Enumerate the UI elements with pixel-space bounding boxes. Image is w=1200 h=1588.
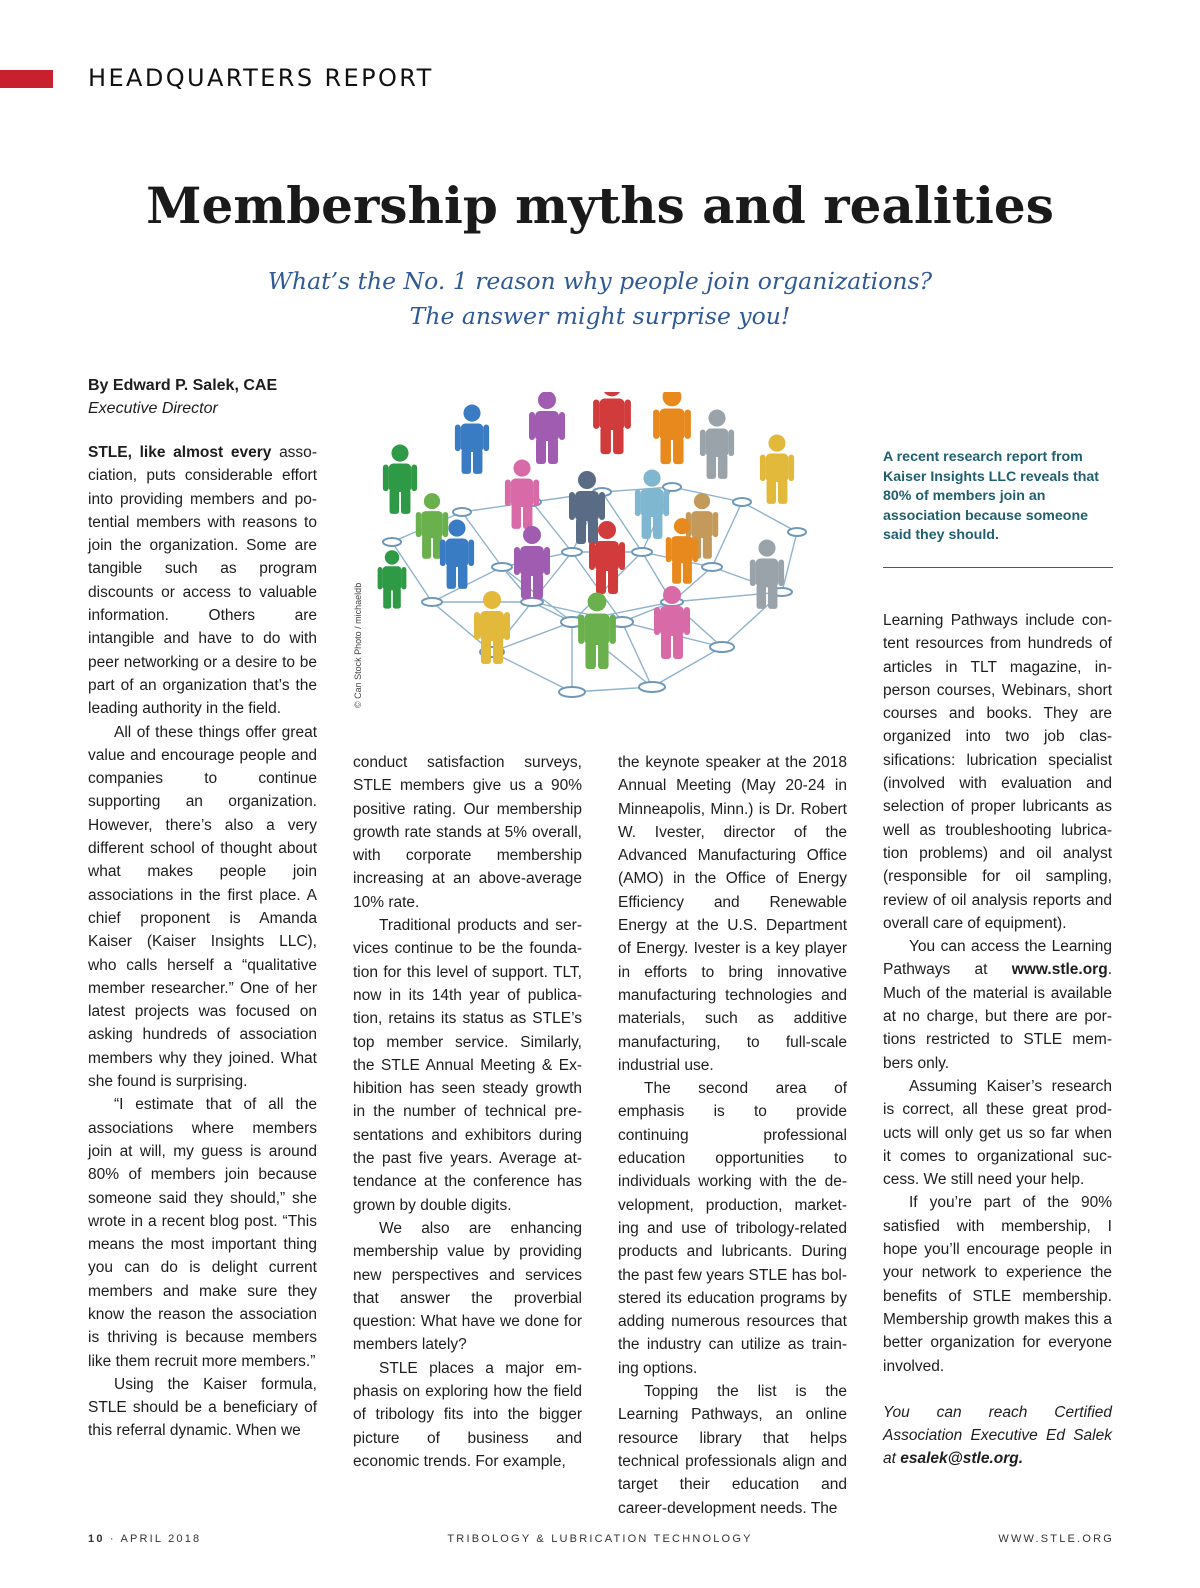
website-url[interactable]: WWW.STLE.ORG xyxy=(998,1533,1114,1545)
paragraph: Topping the list is the Learning Pathways, an online resource library that helps technical professionals align and target their education and career-development needs. The xyxy=(618,1383,847,1517)
person-figure-icon xyxy=(760,435,794,504)
text-column-3 xyxy=(618,751,847,1520)
footer-separator: · xyxy=(109,1533,116,1545)
author-title: Executive Director xyxy=(88,400,218,417)
pull-quote: A recent research report from Kaiser Insights LLC reveals that 80% of members join an association because someone said they should. xyxy=(883,449,1100,544)
person-figure-icon xyxy=(700,410,734,479)
paragraph: All of these things offer great value and encourage people and companies to continue supporting an organization. However, there’s also a very different school of thought about what makes people join associations in the first place. A chief proponent is Amanda Kaiser (Kaiser Insights LLC), who calls herself a “qualitative member researcher.” One of her latest projects was focused on asking hundreds of association members why they joined. What she found is surprising. xyxy=(88,723,317,1091)
paragraph: Using the Kaiser formula, STLE should be a beneficiary of this referral dynamic. When we xyxy=(88,1375,317,1440)
paragraph: Traditional products and services continue to be the foundation for this level of support. TLT, now in its 14th year of publication, retains its status as STLE’s top member service. Similarly, the STLE Annual Meeting & Exhibition has seen steady growth in the number of technical presentations and exhibitors during the past five years. Average attendance at the conference has grown by double digits. xyxy=(353,917,582,1214)
issue-date: APRIL 2018 xyxy=(120,1533,202,1545)
author-name: By Edward P. Salek, CAE xyxy=(88,377,278,394)
person-figure-icon xyxy=(593,392,631,454)
article-title: Membership myths and realities xyxy=(146,176,1054,235)
paragraph: Assuming Kaiser’s research is correct, all these great products will only get us so far when it comes to organizational success. We still need your help. xyxy=(883,1077,1112,1189)
paragraph: If you’re part of the 90% satisfied with membership, I hope you’ll encourage people in your network to experience the benefits of STLE membership. Membership growth makes this a better organization for everyone involved. xyxy=(883,1194,1112,1375)
paragraph: STLE, like almost every association, puts considerable effort into providing members and potential members with reasons to join the organization. Some are tangible such as program discounts or access to valuable information. Others are intangible and have to do with peer networking or a desire to be part of an organization that’s the leading authority in the field. xyxy=(88,444,317,718)
paragraph: the keynote speaker at the 2018 Annual Meeting (May 20-24 in Minneapolis, Minn.) is Dr. Robert W. Ivester, director of the Advanced Manufacturing Office (AMO) in the Office of Energy Efficiency and Renewable Energy at the U.S. Department of Energy. Ivester is a key player in efforts to bring innovative manufacturing technologies and materials, such as additive manufacturing, to full-scale industrial use. xyxy=(618,754,847,1074)
person-figure-icon xyxy=(378,550,407,608)
person-figure-icon xyxy=(635,470,669,539)
person-figure-icon xyxy=(455,405,489,474)
person-figures xyxy=(378,392,794,669)
website-link[interactable]: www.stle.org xyxy=(1011,961,1108,979)
paragraph: We also are enhancing membership value by providing new perspectives and services that answer the proverbial question: What have we done for members lately? xyxy=(353,1219,582,1354)
photo-credit: © Can Stock Photo / michaeldb xyxy=(353,582,363,708)
page-number: 10 xyxy=(88,1533,105,1545)
publication-name: TRIBOLOGY & LUBRICATION TECHNOLOGY xyxy=(447,1533,753,1545)
person-figure-icon xyxy=(653,392,691,464)
email-link[interactable]: esalek@stle.org. xyxy=(900,1450,1024,1468)
paragraph: You can access the Learning Pathways at www.stle.org. Much of the material is available at no charge, but there are portions restricted to STLE members only. xyxy=(883,938,1112,1072)
people-network-illustration xyxy=(372,392,812,722)
paragraph: The second area of emphasis is to provide continuing professional education opportunities to individuals working with the development, production, marketing and use of tribology-related products and lubricants. During the past few years STLE has bolstered its education programs by adding numerous resources that the industry can utilize as training options. xyxy=(618,1080,847,1377)
person-figure-icon xyxy=(383,445,417,514)
text-column-2 xyxy=(353,751,582,1473)
pull-quote-rule xyxy=(883,567,1113,568)
person-figure-icon xyxy=(750,540,784,609)
paragraph: STLE places a major emphasis on exploring how the field of tribology fits into the bigger picture of business and economic trends. For example, xyxy=(353,1359,582,1470)
contact-note: You can reach Certified Association Executive Ed Salek at esalek@stle.org. xyxy=(883,1403,1112,1468)
article-deck xyxy=(0,264,1200,334)
person-figure-icon xyxy=(578,592,616,669)
person-figure-icon xyxy=(654,586,690,659)
lead-in: STLE, like almost every xyxy=(88,444,272,461)
person-figure-icon xyxy=(529,392,565,464)
person-figure-icon xyxy=(505,460,539,529)
section-accent-bar xyxy=(0,70,53,88)
text-column-4 xyxy=(883,609,1112,1471)
deck-line-1: What’s the No. 1 reason why people join organizations? xyxy=(267,267,933,295)
paragraph: “I estimate that of all the associations where members join at will, my guess is around 80% of members join because someone said they should,” she wrote in a recent blog post. “This means the most important thing you can do is delight current members and make sure they know the reason the association is thriving is because members like them recruit more members.” xyxy=(88,1096,317,1370)
section-label: HEADQUARTERS REPORT xyxy=(88,64,434,92)
paragraph: Learning Pathways include content resources from hundreds of articles in TLT magazine, in-person courses, Webinars, short courses and books. They are organized into two job classifications: lubrication specialist (involved with evaluation and selection of proper lubricants as well as troubleshooting lubrication problems) and oil analyst (responsible for oil sampling, review of oil analysis reports and overall care of equipment). xyxy=(883,612,1112,932)
paragraph: conduct satisfaction surveys, STLE members give us a 90% positive rating. Our membership growth rate stands at 5% overall, with corporate membership increasing at an above-average 10% rate. xyxy=(353,754,582,911)
byline xyxy=(88,374,277,420)
text-column-1 xyxy=(88,441,317,1443)
deck-line-2: The answer might surprise you! xyxy=(409,302,791,330)
